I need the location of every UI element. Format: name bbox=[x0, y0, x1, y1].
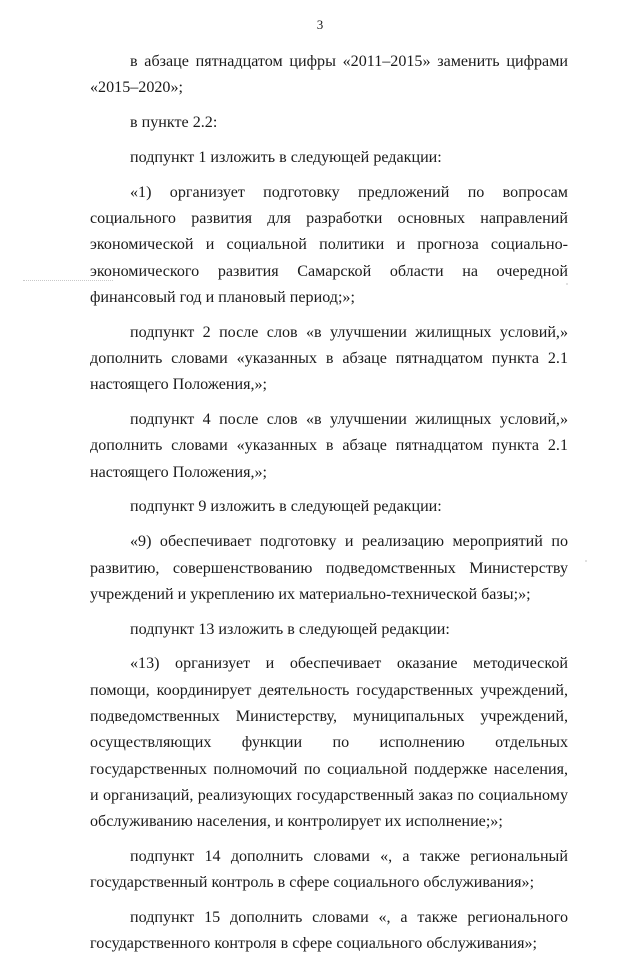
paragraph: «13) организует и обеспечивает оказание методической помощи, координирует деятельность государственных учреждений, подведомственных Министерству, муниципальных учреждений, осуществляющих функции по исполнению отдельных государственных полномочий по социальной поддержке населения, и организаций, реализующих государственный заказ по социальному обслуживанию населения, и контролирует их исполнение;»; bbox=[90, 655, 568, 831]
paragraph: подпункт 9 изложить в следующей редакции: bbox=[130, 498, 442, 516]
document-body bbox=[90, 49, 568, 958]
paragraph: подпункт 13 изложить в следующей редакции: bbox=[130, 620, 450, 638]
paragraph: подпункт 15 дополнить словами «, а также регионального государственного контроля в сфере социального обслуживания»; bbox=[90, 909, 568, 953]
paragraph: в абзаце пятнадцатом цифры «2011–2015» заменить цифрами «2015–2020»; bbox=[90, 53, 568, 97]
paragraph: «1) организует подготовку предложений по вопросам социального развития для разработки основных направлений экономической и социальной политики и прогноза социально-экономического развития Самарской области на очередной финансовый год и плановый период;»; bbox=[90, 183, 568, 306]
page-number: 3 bbox=[316, 17, 324, 32]
scan-artifact-dot bbox=[585, 560, 587, 562]
paragraph: подпункт 14 дополнить словами «, а также региональный государственный контроль в сфере социального обслуживания»; bbox=[90, 848, 568, 892]
paragraph: подпункт 2 после слов «в улучшении жилищных условий,» дополнить словами «указанных в абзаце пятнадцатом пункта 2.1 настоящего Положения,»; bbox=[90, 323, 568, 394]
paragraph: «9) обеспечивает подготовку и реализацию мероприятий по развитию, совершенствованию подведомственных Министерству учреждений и укреплению их материально-технической базы;»; bbox=[90, 533, 568, 603]
paragraph: подпункт 1 изложить в следующей редакции: bbox=[130, 148, 442, 166]
paragraph: в пункте 2.2: bbox=[130, 114, 218, 132]
paragraph: подпункт 4 после слов «в улучшении жилищных условий,» дополнить словами «указанных в абзаце пятнадцатом пункта 2.1 настоящего Положения,»; bbox=[90, 411, 568, 481]
